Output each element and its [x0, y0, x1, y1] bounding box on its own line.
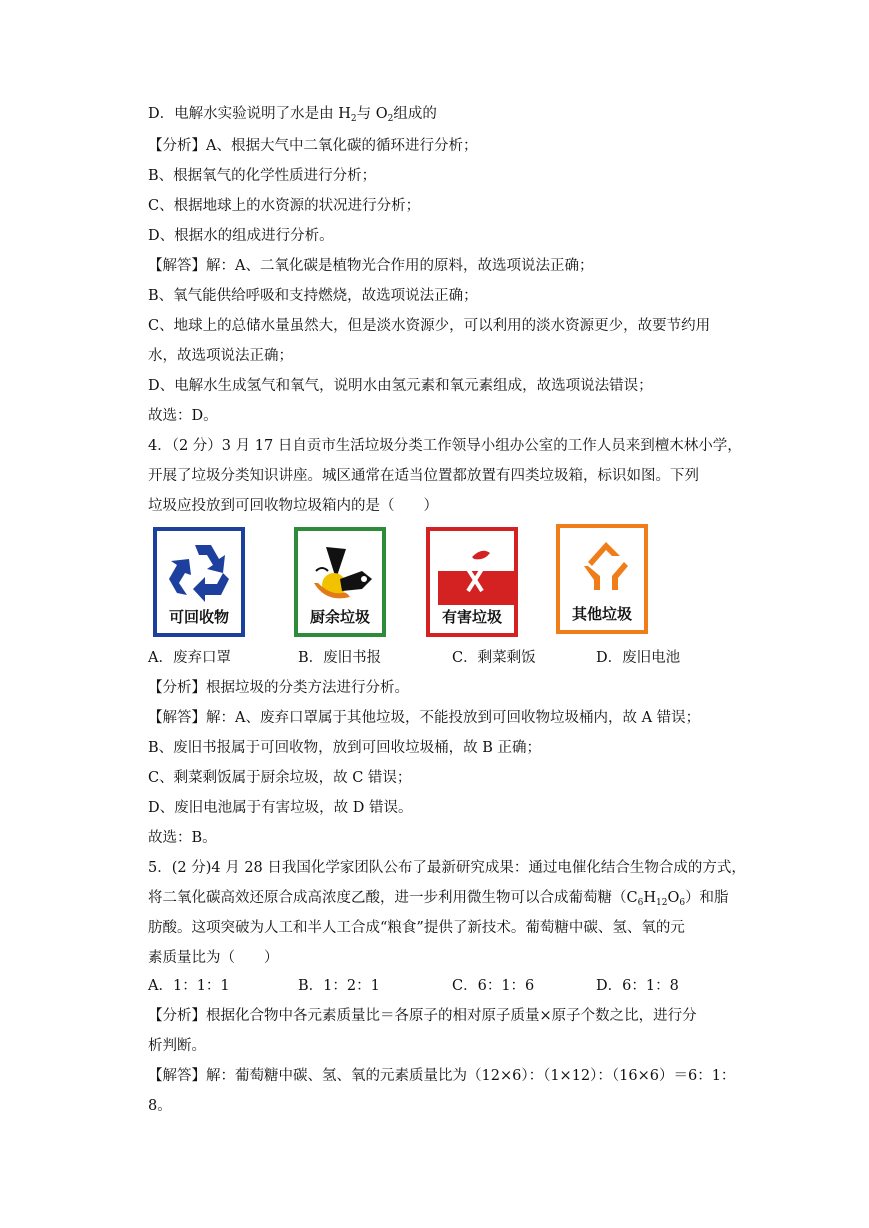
q4-answer-c: C、剩菜剩饭属于厨余垃圾，故 C 错误； — [148, 770, 412, 786]
kitchen-bin-sign — [294, 527, 386, 637]
q5-answer-2: 8。 — [148, 1098, 172, 1114]
q3-analysis: 【分析】A、根据大气中二氧化碳的循环进行分析； — [148, 138, 478, 154]
hazardous-bin-sign — [426, 527, 518, 637]
q3-analysis-c: C、根据地球上的水资源的状况进行分析； — [148, 198, 421, 214]
q4-option-b: B．废旧书报 — [298, 650, 382, 666]
q4-answer-d: D、废旧电池属于有害垃圾，故 D 错误。 — [148, 800, 413, 816]
recyclable-bin-sign — [153, 527, 245, 637]
food-waste-icon — [306, 539, 382, 605]
hazardous-label: 有害垃圾 — [441, 608, 502, 626]
other-label: 其他垃圾 — [571, 605, 632, 623]
kitchen-label: 厨余垃圾 — [309, 608, 370, 626]
q5-analysis-2: 析判断。 — [148, 1038, 206, 1054]
recyclable-label: 可回收物 — [168, 608, 229, 626]
q4-stem-2: 开展了垃圾分类知识讲座。城区通常在适当位置都放置有四类垃圾箱，标识如图。下列 — [148, 468, 699, 484]
q4-stem-1: 4．（2 分）3 月 17 日自贡市生活垃圾分类工作领导小组办公室的工作人员来到檀木林小学， — [148, 438, 742, 454]
q3-answer-c2: 水，故选项说法正确； — [148, 348, 293, 364]
q5-option-b: B．1：2：1 — [298, 978, 380, 994]
q5-stem-1: 5．(2 分)4 月 28 日我国化学家团队公布了最新研究成果：通过电催化结合生物合成的方式， — [148, 860, 746, 876]
q3-answer-b: B、氧气能供给呼吸和支持燃烧，故选项说法正确； — [148, 288, 478, 304]
q4-option-a: A．废弃口罩 — [148, 650, 231, 666]
q5-stem-4: 素质量比为（ ） — [148, 950, 279, 966]
q5-option-d: D．6：1：8 — [596, 978, 679, 994]
q4-answer: 【解答】解：A、废弃口罩属于其他垃圾，不能投放到可回收物垃圾桶内，故 A 错误； — [148, 710, 701, 726]
q5-analysis-1: 【分析】根据化合物中各元素质量比＝各原子的相对原子质量×原子个数之比，进行分 — [148, 1008, 697, 1024]
q5-stem-2: 将二氧化碳高效还原合成高浓度乙酸，进一步利用微生物可以合成葡萄糖$(C_6H_{12}O_6)$和脂 — [148, 890, 729, 908]
q3-analysis-d: D、根据水的组成进行分析。 — [148, 228, 334, 244]
other-waste-icon — [568, 536, 644, 602]
q3-answer: 【解答】解：A、二氧化碳是植物光合作用的原料，故选项说法正确； — [148, 258, 594, 274]
q4-stem-3: 垃圾应投放到可回收物垃圾箱内的是（ ） — [148, 498, 438, 514]
q5-option-a: A．1：1：1 — [148, 978, 230, 994]
other-bin-sign — [556, 524, 648, 634]
q4-answer-b: B、废旧书报属于可回收物，放到可回收垃圾桶，故 B 正确； — [148, 740, 542, 756]
q4-analysis: 【分析】根据垃圾的分类方法进行分析。 — [148, 680, 409, 696]
q5-answer-1: 【解答】解：葡萄糖中碳、氢、氧的元素质量比为（12×6）：（1×12）：（16×6）＝6：1： — [148, 1068, 736, 1084]
hazard-icon — [438, 539, 514, 605]
q5-stem-3: 肪酸。这项突破为人工和半人工合成“粮食”提供了新技术。葡萄糖中碳、氢、氧的元 — [148, 920, 685, 936]
q3-analysis-b: B、根据氧气的化学性质进行分析； — [148, 168, 377, 184]
q3-choice: 故选：D。 — [148, 408, 218, 424]
q5-option-c: C．6：1：6 — [452, 978, 535, 994]
q4-option-c: C．剩菜剩饭 — [452, 650, 536, 666]
q3-answer-c1: C、地球上的总储水量虽然大，但是淡水资源少，可以利用的淡水资源更少，故要节约用 — [148, 318, 711, 334]
q3-option-d: D．电解水实验说明了水是由 $H_2$与 $O_2$组成的 — [148, 106, 437, 124]
q3-answer-d: D、电解水生成氢气和氧气，说明水由氢元素和氧元素组成，故选项说法错误； — [148, 378, 653, 394]
recycle-icon — [165, 539, 241, 605]
q4-option-d: D．废旧电池 — [596, 650, 681, 666]
q4-choice: 故选：B。 — [148, 830, 217, 846]
